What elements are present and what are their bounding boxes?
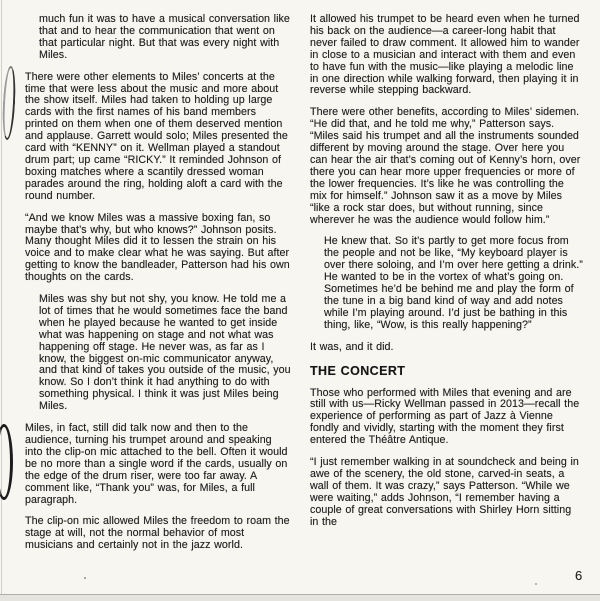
staple-artifact-bottom: [0, 424, 13, 500]
block-quote-paragraph: much fun it was to have a musical conversation like that and to hear the communication that went on that particular night. But that was every night with Miles.: [39, 13, 290, 61]
body-paragraph: The clip-on mic allowed Miles the freedom to roam the stage at will, not the normal behavior of most musicians and certainly not in the jazz world.: [25, 515, 290, 552]
left-text-column: [25, 14, 291, 562]
section-heading: THE CONCERT: [310, 363, 406, 378]
body-paragraph: There were other benefits, according to Miles’ sidemen. “He did that, and he told me why,” Patterson says. “Miles said his trumpet and all the instruments sounded different by moving around the stage. Over here you can hear the air that’s coming out of Kenny’s horn, over there you can hear more upper frequencies or more of the lower frequencies. It’s like he was controlling the mix for himself.” Johnson saw it as a move by Miles “like a rock star does, but without running, since wherever he was the audience would follow him.”: [310, 106, 581, 226]
scanner-bottom-edge: [0, 594, 600, 601]
page-number: 6: [575, 568, 583, 583]
page-edge-line: [1, 0, 2, 594]
body-paragraph: Miles, in fact, still did talk now and then to the audience, turning his trumpet around and speaking into the clip-on mic attached to the bell. Often it would be no more than a single word if the cards, usually on the edge of the drum riser, were too far away. A comment like, “Thank you” was, for Miles, a full paragraph.: [25, 422, 288, 506]
body-paragraph: It allowed his trumpet to be heard even when he turned his back on the audience—a career-long habit that never failed to draw comment. It allowed him to wander in close to a musician and interact with them and even to have fun with the music—like playing a melodic line in one direction while walking forward, then playing it in reverse while stepping backward.: [310, 13, 580, 97]
dust-speck: [84, 577, 86, 579]
right-text-column: [310, 14, 583, 539]
body-paragraph: “I just remember walking in at soundcheck and being in awe of the scenery, the old stone, carved-in seats, a wall of them. It was crazy,” says Patterson. “While we were waiting,” adds Johnson, “I remember having a couple of great conversations with Shirley Horn sitting in the: [310, 456, 579, 528]
staple-artifact-top: [1, 66, 17, 141]
block-quote-paragraph: He knew that. So it’s partly to get more focus from the people and not be like, “My keyboard player is over there soloing, and I’m over here getting a drink.” He wanted to be in the vortex of what’s going on. Sometimes he’d be behind me and play the form of the tune in a big band kind of way and add notes while I’m playing around. I’d just be bathing in this thing, like, “Wow, is this really happening?”: [324, 235, 583, 331]
body-paragraph: “And we know Miles was a massive boxing fan, so maybe that’s why, but who knows?” Johnson posits. Many thought Miles did it to lessen the strain on his voice and to make clear what he was saying. But after getting to know the bandleader, Patterson had his own thoughts on the cards.: [25, 211, 290, 284]
block-quote-paragraph: Miles was shy but not shy, you know. He told me a lot of times that he would sometimes face the band when he played because he wanted to get inside what was happening on stage and not what was happening off stage. He never was, as far as I know, the biggest on-mic communicator anyway, and that kind of takes you outside of the music, you know. So I don’t think it had anything to do with something physical. I think it was just Miles being Miles.: [39, 293, 291, 413]
dust-speck: [535, 583, 537, 585]
body-paragraph: There were other elements to Miles’ concerts at the time that were less about the music and more about the show itself. Miles had taken to holding up large cards with the first names of his band members printed on them when one of them deserved mention and applause. Garrett would solo; Miles presented the card with “KENNY” on it. Wellman played a standout drum part; up came “RICKY.” It reminded Johnson of boxing matches where a scantily dressed woman parades around the ring, holding aloft a card with the round number.: [25, 70, 288, 202]
body-paragraph: It was, and it did.: [310, 340, 394, 353]
body-paragraph: Those who performed with Miles that evening and are still with us—Ricky Wellman passed in 2013—recall the experience of performing as part of Jazz à Vienne fondly and vividly, starting with the moment they first entered the Théâtre Antique.: [310, 386, 580, 447]
